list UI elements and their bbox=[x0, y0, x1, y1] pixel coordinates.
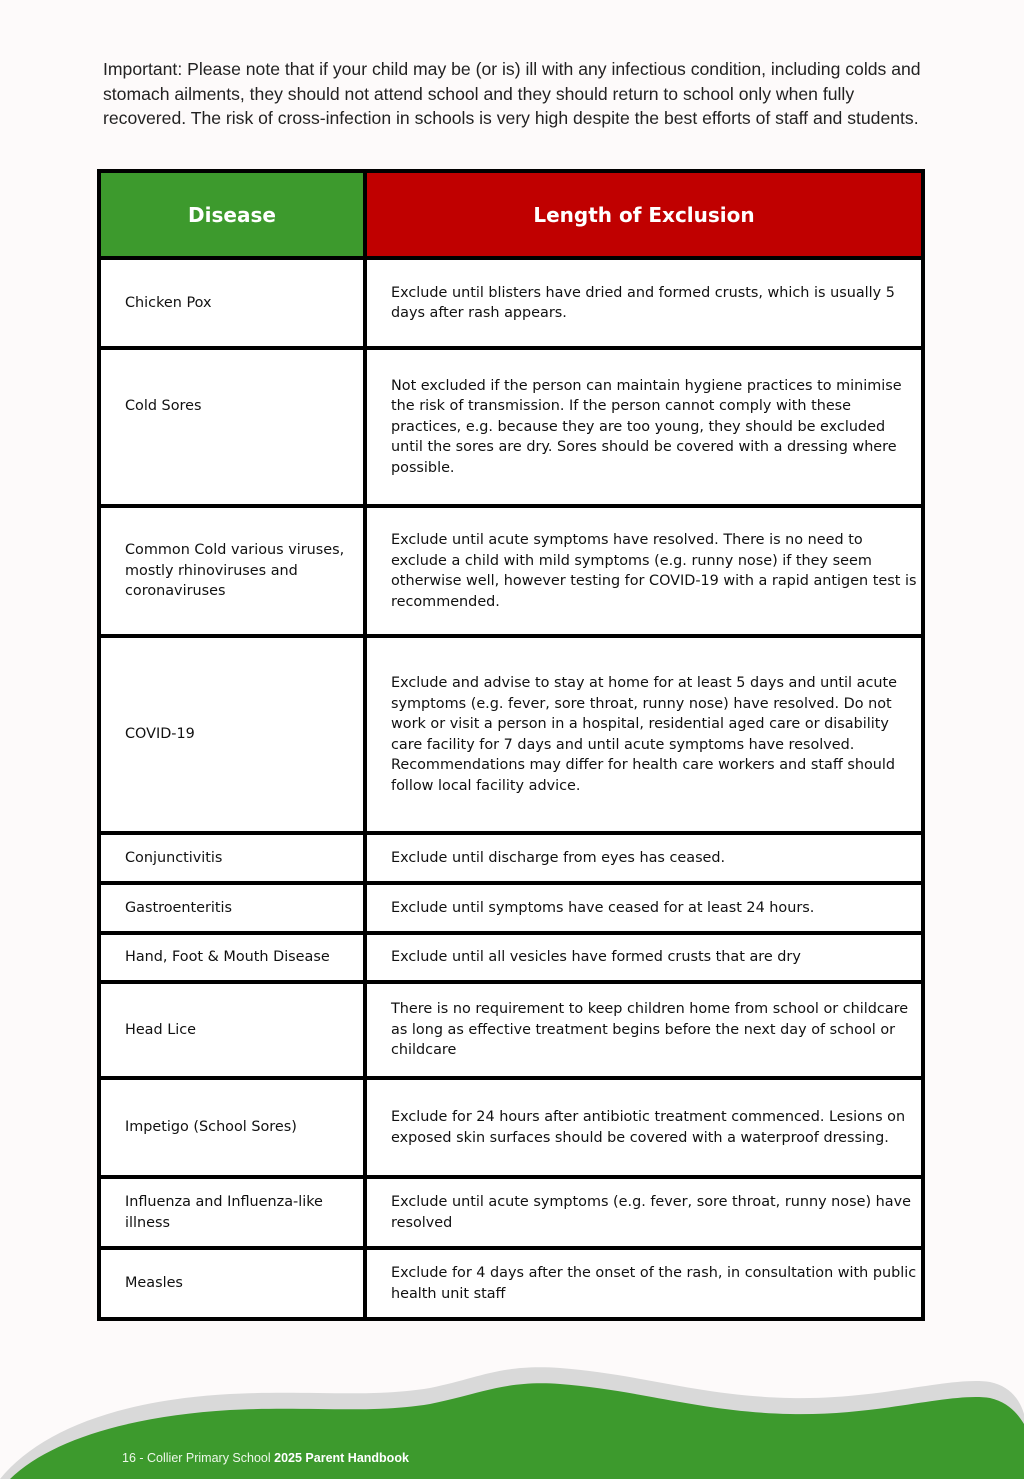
disease-cell: Influenza and Influenza-like illness bbox=[99, 1177, 365, 1248]
exclusion-column-header: Length of Exclusion bbox=[365, 171, 923, 258]
disease-cell: Hand, Foot & Mouth Disease bbox=[99, 933, 365, 982]
table-row bbox=[99, 1248, 923, 1319]
table-header-row bbox=[99, 171, 923, 258]
table-row bbox=[99, 636, 923, 833]
table-row bbox=[99, 1078, 923, 1177]
table-row bbox=[99, 348, 923, 506]
disease-cell: Gastroenteritis bbox=[99, 883, 365, 933]
disease-column-header: Disease bbox=[99, 171, 365, 258]
disease-cell: Head Lice bbox=[99, 982, 365, 1078]
exclusion-table bbox=[97, 169, 925, 1321]
disease-cell: COVID-19 bbox=[99, 636, 365, 833]
table-row bbox=[99, 1177, 923, 1248]
table-row bbox=[99, 883, 923, 933]
disease-cell: Cold Sores bbox=[99, 348, 365, 506]
disease-cell: Measles bbox=[99, 1248, 365, 1319]
page-footer bbox=[122, 1451, 409, 1465]
exclusion-cell: Exclude until all vesicles have formed crusts that are dry bbox=[365, 933, 923, 982]
exclusion-cell: Not excluded if the person can maintain hygiene practices to minimise the risk of transmission. If the person cannot comply with these practices, e.g. because they are too young, they should be excluded until the sores are dry. Sores should be covered with a dressing where possible. bbox=[365, 348, 923, 506]
disease-cell: Common Cold various viruses, mostly rhinoviruses and coronaviruses bbox=[99, 506, 365, 636]
table-row bbox=[99, 982, 923, 1078]
exclusion-cell: Exclude until acute symptoms (e.g. fever, sore throat, runny nose) have resolved bbox=[365, 1177, 923, 1248]
exclusion-cell: There is no requirement to keep children home from school or childcare as long as effective treatment begins before the next day of school or childcare bbox=[365, 982, 923, 1078]
table-row bbox=[99, 833, 923, 883]
footer-page-label: 16 - Collier Primary School bbox=[122, 1451, 275, 1465]
table-row bbox=[99, 506, 923, 636]
exclusion-cell: Exclude for 4 days after the onset of the rash, in consultation with public health unit staff bbox=[365, 1248, 923, 1319]
important-notice: Important: Please note that if your child may be (or is) ill with any infectious condition, including colds and stomach ailments, they should not attend school and they should return to school only when fully recovered. The risk of cross-infection in schools is very high despite the best efforts of staff and students. bbox=[103, 59, 921, 129]
exclusion-cell: Exclude until symptoms have ceased for at least 24 hours. bbox=[365, 883, 923, 933]
exclusion-cell: Exclude and advise to stay at home for at least 5 days and until acute symptoms (e.g. fever, sore throat, runny nose) have resolved. Do not work or visit a person in a hospital, residential aged care or disability care facility for 7 days and until acute symptoms have resolved. Recommendations may differ for health care workers and staff should follow local facility advice. bbox=[365, 636, 923, 833]
table-row bbox=[99, 933, 923, 982]
disease-cell: Impetigo (School Sores) bbox=[99, 1078, 365, 1177]
disease-cell: Conjunctivitis bbox=[99, 833, 365, 883]
exclusion-cell: Exclude until blisters have dried and formed crusts, which is usually 5 days after rash appears. bbox=[365, 258, 923, 348]
table-row bbox=[99, 258, 923, 348]
exclusion-cell: Exclude for 24 hours after antibiotic treatment commenced. Lesions on exposed skin surfaces should be covered with a waterproof dressing. bbox=[365, 1078, 923, 1177]
disease-cell: Chicken Pox bbox=[99, 258, 365, 348]
footer-handbook-title: 2025 Parent Handbook bbox=[274, 1451, 409, 1465]
exclusion-cell: Exclude until acute symptoms have resolved. There is no need to exclude a child with mild symptoms (e.g. runny nose) if they seem otherwise well, however testing for COVID-19 with a rapid antigen test is recommended. bbox=[365, 506, 923, 636]
exclusion-cell: Exclude until discharge from eyes has ceased. bbox=[365, 833, 923, 883]
